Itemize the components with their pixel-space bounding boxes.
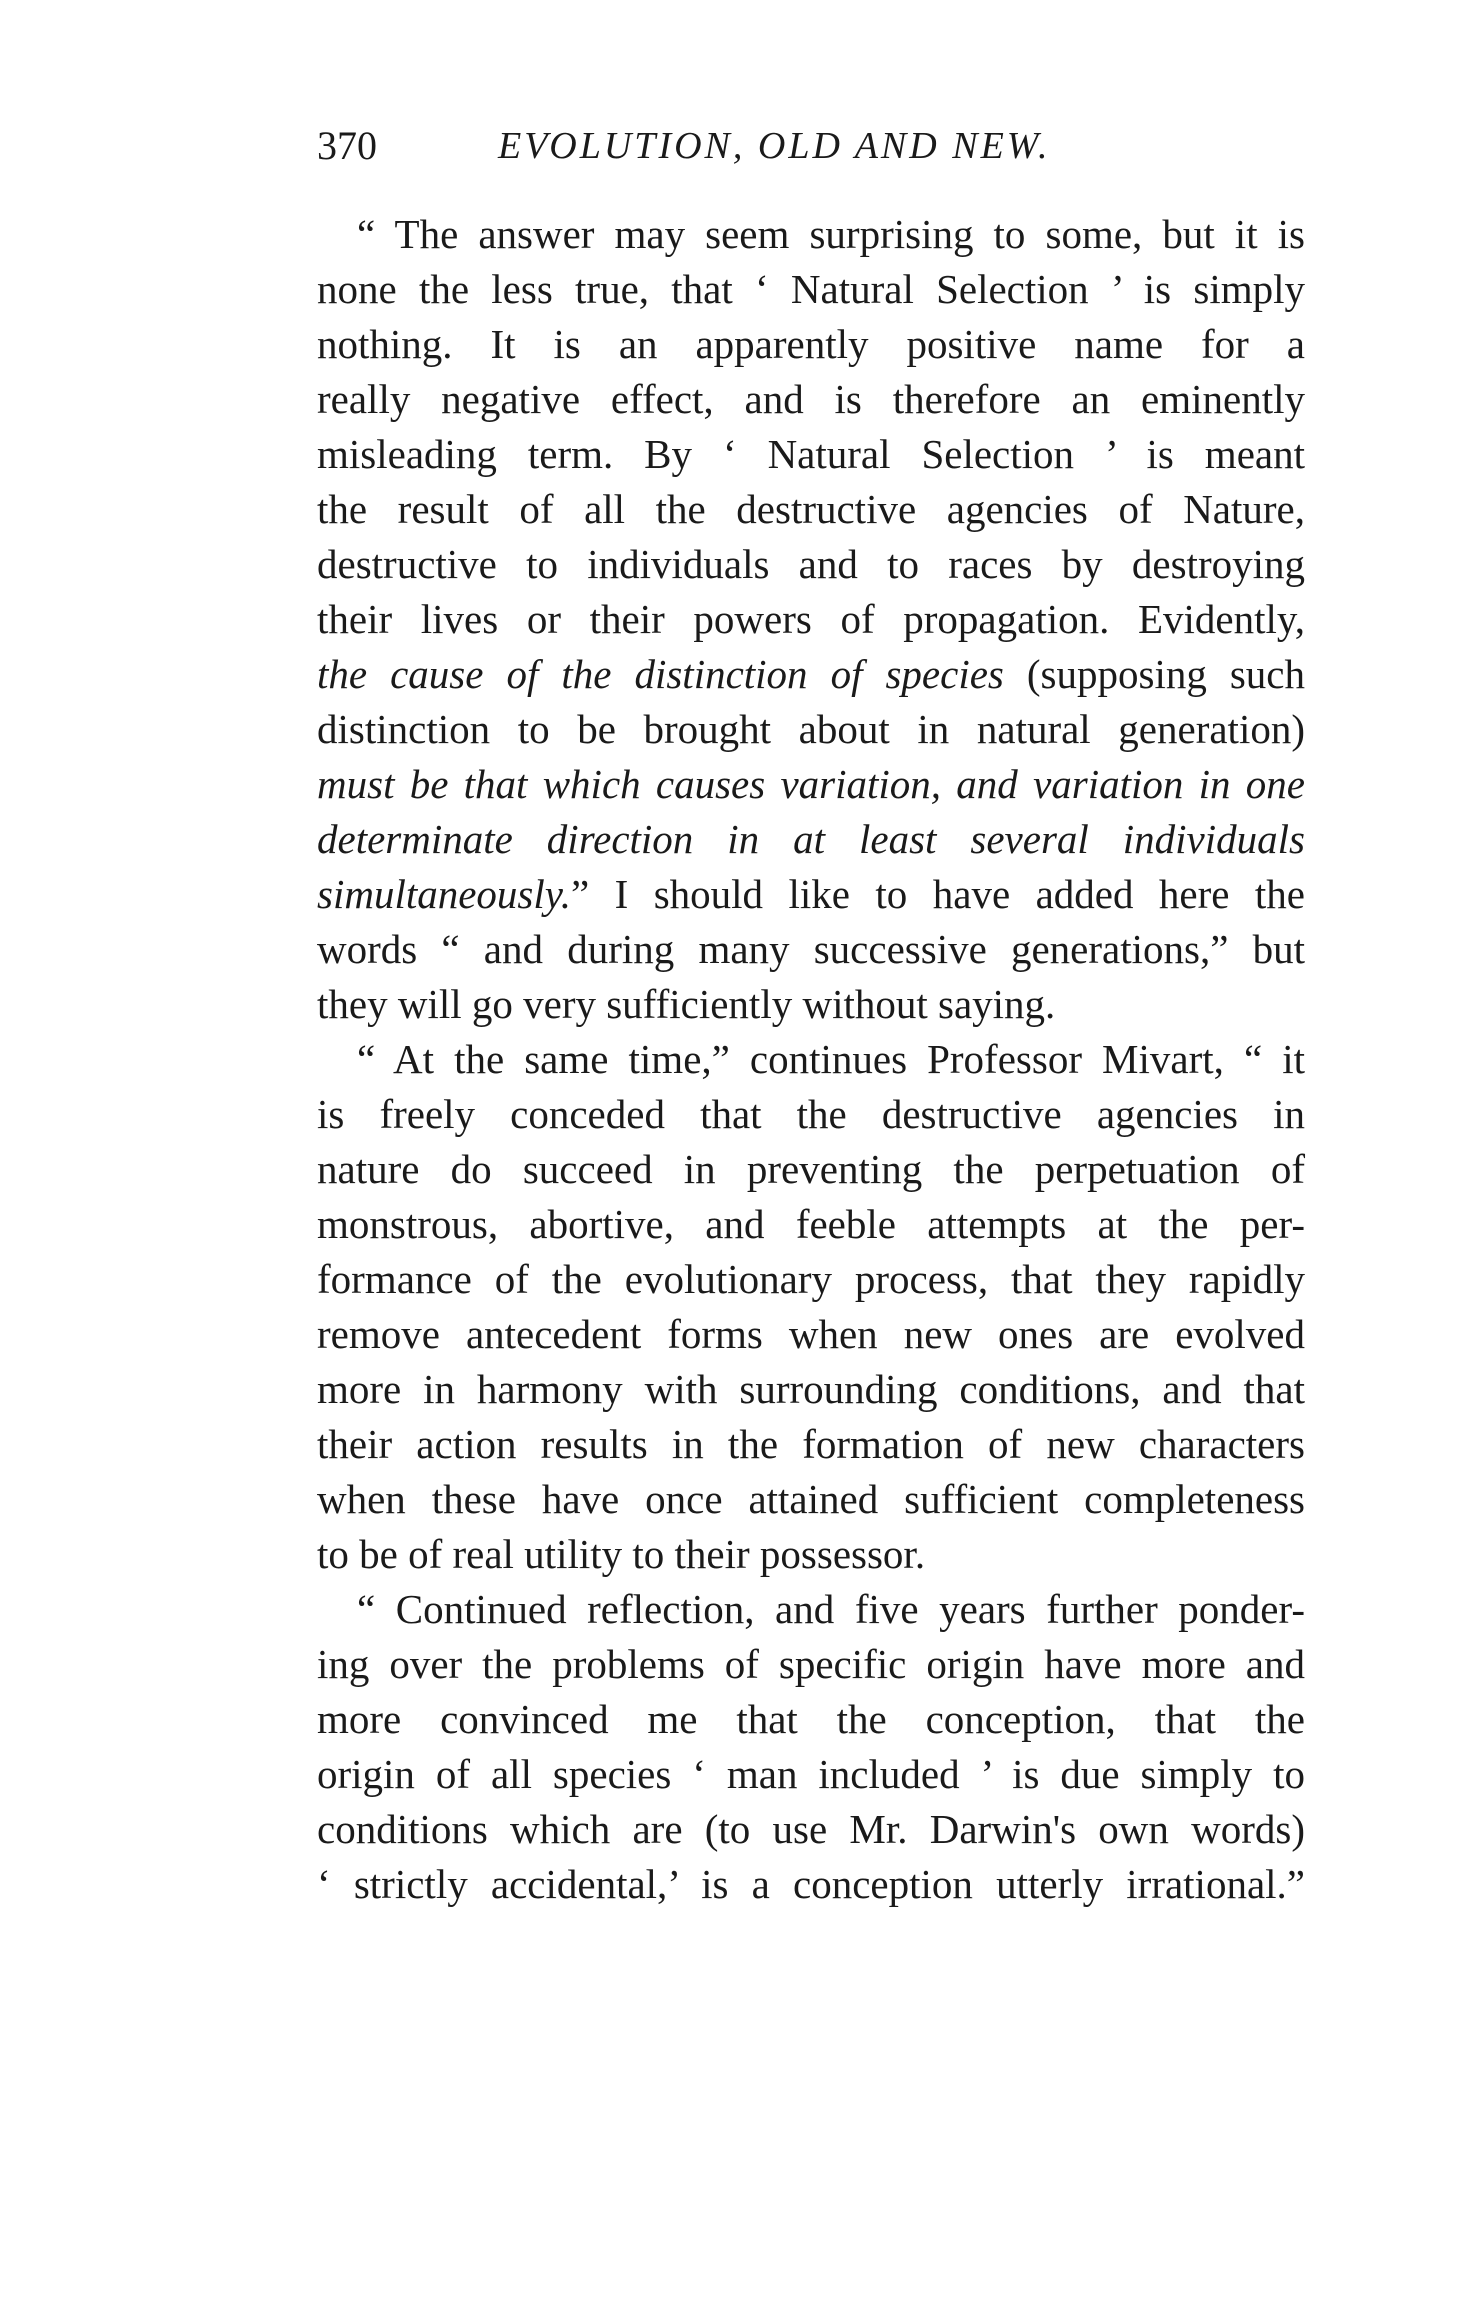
text-segment: “ Continued reflection, and five years further ponder- [357,1586,1305,1632]
text-line [317,868,1305,920]
text-line [317,1198,1305,1250]
text-line [317,1748,1305,1800]
italic-text: determinate direction in at least several individuals [317,816,1305,862]
text-line [317,1473,1305,1525]
text-segment: they will go very sufficiently without saying. [317,981,1056,1027]
italic-text: the cause of the distinction of species [317,651,1004,697]
text-line [317,1088,1305,1140]
text-segment: ” I should like to have added here the [570,871,1305,917]
text-segment: formance of the evolutionary process, that they rapidly [317,1256,1305,1302]
text-line [317,1638,1305,1690]
text-segment: when these have once attained sufficient completeness [317,1476,1305,1522]
text-segment: ing over the problems of specific origin have more and [317,1641,1305,1687]
text-line [357,208,1305,260]
text-segment: conditions which are (to use Mr. Darwin's own words) [317,1806,1305,1852]
italic-text: simultaneously. [317,871,571,917]
text-segment: more in harmony with surrounding conditions, and that [317,1366,1305,1412]
text-line [317,1528,1305,1580]
text-segment: the result of all the destructive agencies of Nature, [317,486,1305,532]
text-segment: remove antecedent forms when new ones are evolved [317,1311,1305,1357]
text-segment: none the less true, that ‘ Natural Selection ’ is simply [317,266,1305,312]
text-line [317,703,1305,755]
text-segment: “ The answer may seem surprising to some, but it is [357,211,1305,257]
text-line [317,758,1305,810]
text-segment: destructive to individuals and to races by destroying [317,541,1305,587]
text-line [317,1143,1305,1195]
text-segment: nature do succeed in preventing the perpetuation of [317,1146,1305,1192]
text-segment: more convinced me that the conception, that the [317,1696,1305,1742]
text-line [317,1858,1305,1910]
text-segment: nothing. It is an apparently positive name for a [317,321,1305,367]
text-line [317,1308,1305,1360]
text-line [357,1583,1305,1635]
text-segment: (supposing such [1003,651,1305,697]
text-line [317,923,1305,975]
text-line [317,538,1305,590]
text-segment: words “ and during many successive generations,” but [317,926,1305,972]
text-segment: really negative effect, and is therefore an eminently [317,376,1305,422]
text-line [357,1033,1305,1085]
text-line [317,1253,1305,1305]
text-segment: their lives or their powers of propagation. Evidently, [317,596,1305,642]
text-segment: distinction to be brought about in natural generation) [317,706,1305,752]
text-line [317,318,1305,370]
text-line [317,813,1305,865]
italic-text: must be that which causes variation, and variation in one [317,761,1305,807]
text-line [317,1418,1305,1470]
text-line [317,1803,1305,1855]
text-line [317,978,1305,1030]
text-segment: misleading term. By ‘ Natural Selection ’ is meant [317,431,1305,477]
text-line [317,1693,1305,1745]
text-line [317,1363,1305,1415]
text-line [317,263,1305,315]
page-number: 370 [317,123,377,168]
text-segment: is freely conceded that the destructive agencies in [317,1091,1305,1137]
running-title: EVOLUTION, OLD AND NEW. [498,125,1051,167]
text-segment: “ At the same time,” continues Professor Mivart, “ it [357,1036,1305,1082]
text-segment: their action results in the formation of new characters [317,1421,1305,1467]
text-line [317,373,1305,425]
text-segment: monstrous, abortive, and feeble attempts at the per- [317,1201,1305,1247]
text-line [317,593,1305,645]
text-line [317,648,1305,700]
text-segment: ‘ strictly accidental,’ is a conception utterly irrational.” [317,1861,1305,1907]
text-line [317,428,1305,480]
text-line [317,483,1305,535]
text-segment: origin of all species ‘ man included ’ is due simply to [317,1751,1305,1797]
text-segment: to be of real utility to their possessor. [317,1531,926,1577]
